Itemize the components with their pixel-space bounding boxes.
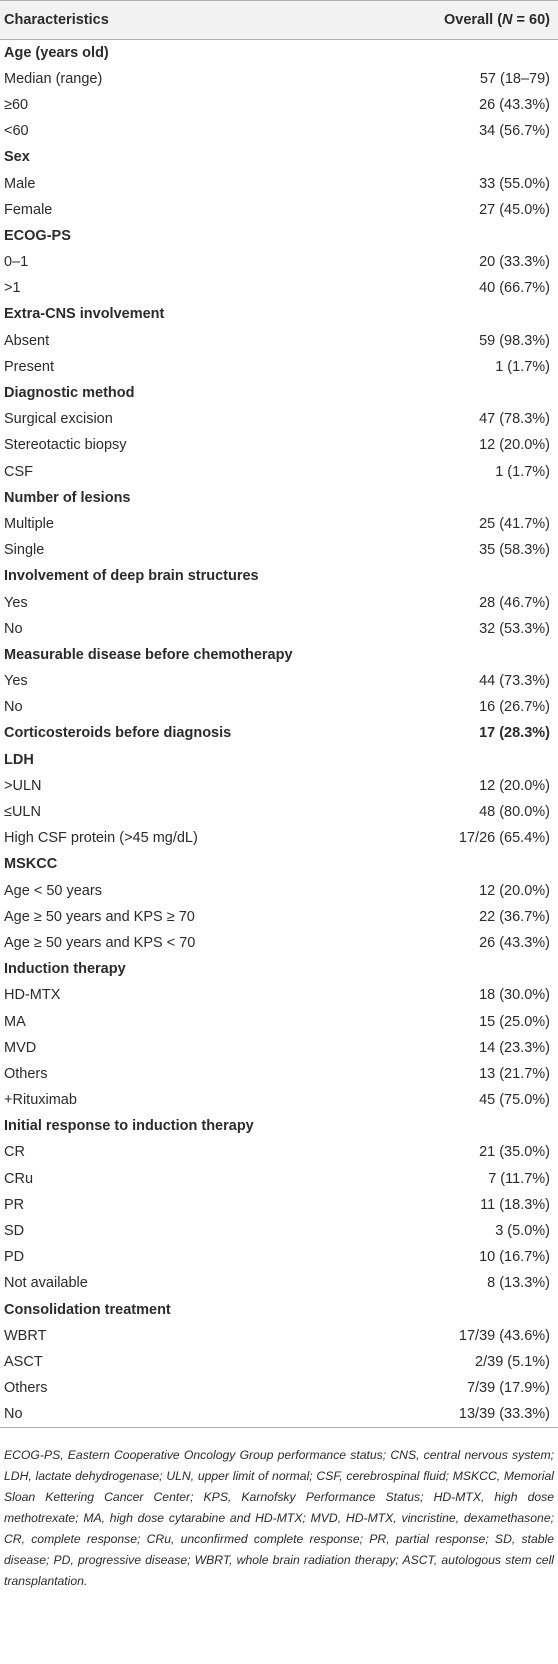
row-value: 22 (36.7%) <box>479 908 550 925</box>
row-label: <60 <box>4 123 29 140</box>
table-row <box>0 1375 558 1401</box>
section-label: Age (years old) <box>4 44 109 61</box>
row-value: 13 (21.7%) <box>479 1065 550 1082</box>
table-row <box>0 773 558 799</box>
table-row <box>0 1270 558 1296</box>
row-label: Multiple <box>4 515 54 532</box>
row-value: 10 (16.7%) <box>479 1249 550 1266</box>
row-value <box>380 144 558 170</box>
row-label: No <box>4 699 23 716</box>
row-value: 3 (5.0%) <box>495 1223 550 1240</box>
row-value: 25 (41.7%) <box>479 515 550 532</box>
row-value: 17/26 (65.4%) <box>458 830 550 847</box>
table-row <box>0 589 558 615</box>
header-overall-n: N <box>502 12 513 28</box>
row-label: No <box>4 620 23 637</box>
row-label: PR <box>4 1196 25 1213</box>
row-value: 7/39 (17.9%) <box>466 1380 550 1397</box>
section-header-row <box>0 380 558 406</box>
row-value <box>380 956 558 982</box>
table-row <box>0 1139 558 1165</box>
row-label: WBRT <box>4 1327 47 1344</box>
row-value <box>380 642 558 668</box>
row-label: ≤ULN <box>4 804 41 821</box>
table-row <box>0 1218 558 1244</box>
row-value: 33 (55.0%) <box>479 175 550 192</box>
header-characteristics: Characteristics <box>0 1 380 40</box>
row-value: 17/39 (43.6%) <box>458 1327 550 1344</box>
row-value: 47 (78.3%) <box>479 411 550 428</box>
row-label: Surgical excision <box>4 411 113 428</box>
row-value: 35 (58.3%) <box>479 542 550 559</box>
table-row <box>0 1401 558 1427</box>
row-value <box>380 40 558 66</box>
table-row <box>0 1192 558 1218</box>
table-header <box>0 1 558 40</box>
row-value: 1 (1.7%) <box>495 358 550 375</box>
table-row <box>0 1061 558 1087</box>
row-label: Yes <box>4 594 28 611</box>
row-label: MVD <box>4 1039 37 1056</box>
row-value: 16 (26.7%) <box>479 699 550 716</box>
row-label: Age ≥ 50 years and KPS ≥ 70 <box>4 908 195 925</box>
row-value: 45 (75.0%) <box>479 1092 550 1109</box>
table-row <box>0 668 558 694</box>
section-header-row <box>0 956 558 982</box>
table-row <box>0 170 558 196</box>
table-row <box>0 930 558 956</box>
section-label: Corticosteroids before diagnosis <box>4 725 232 742</box>
row-value: 59 (98.3%) <box>479 332 550 349</box>
table-row <box>0 432 558 458</box>
row-label: Age < 50 years <box>4 882 102 899</box>
row-label: PD <box>4 1249 25 1266</box>
row-value <box>380 747 558 773</box>
section-header-row <box>0 144 558 170</box>
table-row <box>0 1349 558 1375</box>
row-label: Yes <box>4 673 28 690</box>
row-label: CRu <box>4 1170 34 1187</box>
row-label: 0–1 <box>4 254 29 271</box>
section-label: Consolidation treatment <box>4 1301 171 1318</box>
row-label: Single <box>4 542 45 559</box>
row-label: >ULN <box>4 777 42 794</box>
row-value: 1 (1.7%) <box>495 463 550 480</box>
section-header-row <box>0 563 558 589</box>
row-value: 32 (53.3%) <box>479 620 550 637</box>
row-label: ≥60 <box>4 96 29 113</box>
table-row <box>0 616 558 642</box>
section-header-row <box>0 851 558 877</box>
table-body <box>0 40 558 1428</box>
table-row <box>0 354 558 380</box>
row-value: 7 (11.7%) <box>488 1170 550 1187</box>
row-value: 26 (43.3%) <box>479 934 550 951</box>
row-value <box>380 563 558 589</box>
table-row <box>0 1035 558 1061</box>
row-label: Male <box>4 175 36 192</box>
table-row <box>0 825 558 851</box>
row-label: Age ≥ 50 years and KPS < 70 <box>4 934 196 951</box>
row-label: CSF <box>4 463 33 480</box>
row-value: 28 (46.7%) <box>479 594 550 611</box>
row-value: 14 (23.3%) <box>479 1039 550 1056</box>
section-header-row <box>0 720 558 746</box>
row-label: Others <box>4 1380 48 1397</box>
row-value: 20 (33.3%) <box>479 254 550 271</box>
row-value: 34 (56.7%) <box>479 123 550 140</box>
row-value: 44 (73.3%) <box>479 673 550 690</box>
row-label: Others <box>4 1065 48 1082</box>
row-value <box>380 380 558 406</box>
row-value: 17 (28.3%) <box>479 725 550 742</box>
section-label: Measurable disease before chemotherapy <box>4 646 293 663</box>
row-label: No <box>0 1401 380 1427</box>
table-row <box>0 537 558 563</box>
row-value: 2/39 (5.1%) <box>475 1353 550 1370</box>
table-row <box>0 511 558 537</box>
table-row <box>0 1008 558 1034</box>
row-label: Absent <box>4 332 50 349</box>
row-value: 12 (20.0%) <box>479 437 550 454</box>
table-row <box>0 197 558 223</box>
row-label: +Rituximab <box>4 1092 77 1109</box>
section-header-row <box>0 1297 558 1323</box>
row-value: 12 (20.0%) <box>479 882 550 899</box>
section-label: Initial response to induction therapy <box>4 1118 254 1135</box>
section-header-row <box>0 485 558 511</box>
table-row <box>0 1087 558 1113</box>
section-header-row <box>0 1113 558 1139</box>
row-value: 21 (35.0%) <box>479 1144 550 1161</box>
row-value: 48 (80.0%) <box>479 804 550 821</box>
table-row <box>0 878 558 904</box>
section-label: Sex <box>4 149 30 166</box>
section-label: Involvement of deep brain structures <box>4 568 259 585</box>
row-value: 8 (13.3%) <box>487 1275 550 1292</box>
table-row <box>0 982 558 1008</box>
row-value: 27 (45.0%) <box>479 201 550 218</box>
row-label: Median (range) <box>4 70 103 87</box>
row-value: 11 (18.3%) <box>480 1196 550 1213</box>
table-row <box>0 694 558 720</box>
table-row <box>0 904 558 930</box>
row-label: SD <box>4 1223 25 1240</box>
row-label: Present <box>4 358 54 375</box>
section-label: Induction therapy <box>4 961 126 978</box>
row-label: HD-MTX <box>4 987 61 1004</box>
table-row <box>0 799 558 825</box>
row-label: Female <box>4 201 53 218</box>
row-value <box>380 1113 558 1139</box>
table-row <box>0 118 558 144</box>
table-row <box>0 1166 558 1192</box>
section-label: Extra-CNS involvement <box>4 306 165 323</box>
table-footnote: ECOG-PS, Eastern Cooperative Oncology Group performance status; CNS, central nervous system; LDH, lactate dehydrogenase; ULN, upper limit of normal; CSF, cerebrospinal fluid; MSKCC, Memorial Sloan Kettering Cancer Center; KPS, Karnofsky Performance Status; HD-MTX, high dose methotrexate; MA, high dose cytarabine and HD-MTX; MVD, HD-MTX, vincristine, dexamethasone; CR, complete response; CRu, unconfirmed complete response; PR, partial response; SD, stable disease; PD, progressive disease; WBRT, whole brain radiation therapy; ASCT, autologous stem cell transplantation. <box>4 1448 554 1589</box>
row-value <box>380 485 558 511</box>
table-row <box>0 459 558 485</box>
row-label: High CSF protein (>45 mg/dL) <box>4 830 198 847</box>
header-overall-prefix: Overall ( <box>444 12 503 28</box>
row-value: 13/39 (33.3%) <box>380 1401 558 1427</box>
table-row <box>0 275 558 301</box>
row-value: 40 (66.7%) <box>479 280 550 297</box>
section-header-row <box>0 301 558 327</box>
row-label: MA <box>4 1013 26 1030</box>
row-label: ASCT <box>4 1353 43 1370</box>
section-header-row <box>0 223 558 249</box>
row-label: >1 <box>4 280 21 297</box>
row-value: 57 (18–79) <box>479 70 550 87</box>
table-row <box>0 1244 558 1270</box>
table-row <box>0 328 558 354</box>
row-label: Not available <box>4 1275 88 1292</box>
row-label: CR <box>4 1144 25 1161</box>
section-label: Diagnostic method <box>4 385 135 402</box>
header-overall-suffix: = 60) <box>512 12 550 28</box>
row-value: 26 (43.3%) <box>479 96 550 113</box>
row-label: Stereotactic biopsy <box>4 437 127 454</box>
row-value <box>380 223 558 249</box>
section-label: ECOG-PS <box>4 227 71 244</box>
header-overall <box>380 1 558 40</box>
section-header-row <box>0 747 558 773</box>
row-value: 15 (25.0%) <box>479 1013 550 1030</box>
table-row <box>0 1323 558 1349</box>
section-header-row <box>0 40 558 66</box>
table-row <box>0 66 558 92</box>
section-label: LDH <box>4 751 34 768</box>
header-row <box>0 1 558 40</box>
table-row <box>0 406 558 432</box>
row-value: 18 (30.0%) <box>479 987 550 1004</box>
section-label: MSKCC <box>4 856 58 873</box>
section-label: Number of lesions <box>4 489 131 506</box>
row-value: 12 (20.0%) <box>479 777 550 794</box>
row-value <box>380 1297 558 1323</box>
row-value <box>380 851 558 877</box>
section-header-row <box>0 642 558 668</box>
table-row <box>0 92 558 118</box>
table-row <box>0 249 558 275</box>
row-value <box>380 301 558 327</box>
